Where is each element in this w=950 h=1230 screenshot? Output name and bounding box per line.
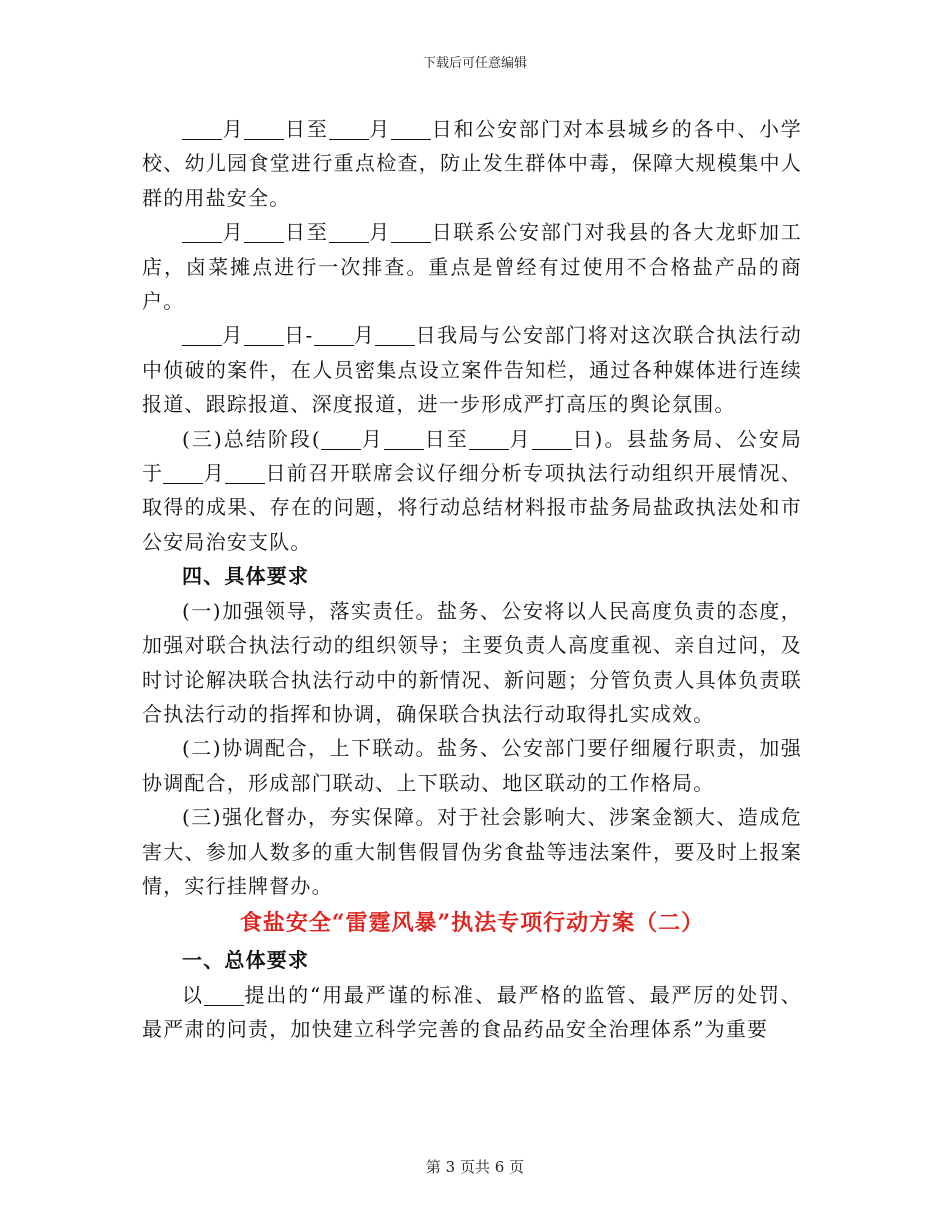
paragraph-p3 [142, 318, 802, 421]
blank-line [244, 222, 284, 243]
blank-line [391, 222, 431, 243]
blank-line [391, 119, 431, 140]
blank-line [532, 429, 572, 450]
requirement-item-3: (三)强化督办，夯实保障。对于社会影响大、涉案金额大、造成危害大、参加人数多的重大制售假冒伪劣食盐等违法案件，要及时上报案情，实行挂牌督办。 [142, 805, 802, 898]
text-run: 以 [182, 982, 204, 1007]
blank-line [384, 429, 424, 450]
blank-line [182, 222, 222, 243]
blank-line [314, 325, 354, 346]
blank-line [375, 325, 415, 346]
paragraph-p2 [142, 215, 802, 318]
text-run: 月 [360, 426, 384, 451]
blank-line [469, 429, 509, 450]
intro-paragraph [142, 978, 802, 1047]
requirement-item-1: (一)加强领导，落实责任。盐务、公安将以人民高度负责的态度，加强对联合执法行动的组织领导；主要负责人高度重视、亲自过问，及时讨论解决联合执法行动中的新情况、新问题；分管负责人具体负责联合执法行动的指挥和协调，确保联合执法行动取得扎实成效。 [142, 598, 802, 726]
blank-line [244, 325, 284, 346]
blank-line [225, 463, 265, 484]
text-run: 日)。县盐务局、公安局于 [142, 426, 803, 486]
text-run: 日至 [284, 220, 329, 245]
blank-line [182, 119, 222, 140]
requirement-item-2: (二)协调配合，上下联动。盐务、公安部门要仔细履行职责，加强协调配合，形成部门联动、上下联动、地区联动的工作格局。 [142, 736, 802, 795]
text-run: 月 [508, 426, 532, 451]
text-run: 日至 [423, 426, 469, 451]
blank-line [182, 325, 222, 346]
text-run: 日前召开联席会议仔细分析专项执法行动组织开展情况、取得的成果、存在的问题，将行动总结材料报市盐务局盐政执法处和市公安局治安支队。 [142, 461, 803, 554]
paragraph-p1 [142, 112, 802, 215]
text-run: 日我局与公安部门将对这次联合执法行动中侦破的案件，在人员密集点设立案件告知栏，通过各种媒体进行连续报道、跟踪报道、深度报道，进一步形成严打高压的舆论氛围。 [142, 323, 803, 417]
blank-line [163, 463, 203, 484]
blank-line [244, 119, 284, 140]
blank-line [329, 222, 369, 243]
text-run: 月 [368, 117, 392, 141]
paragraph-p4 [142, 422, 802, 560]
blank-line [321, 429, 361, 450]
text-run: 月 [222, 220, 245, 245]
text-run: 日联系公安部门对我县的各大龙虾加工店，卤菜摊点进行一次排查。重点是曾经有过使用不合格盐产品的商户。 [142, 220, 802, 314]
page-header: 下载后可任意编辑 [422, 56, 527, 71]
text-run: 月 [203, 461, 226, 486]
text-run: 月 [353, 323, 376, 348]
text-run: 提出的“用最严谨的标准、最严格的监管、最严厉的处罚、最严肃的问责，加快建立科学完善的食品药品安全治理体系”为重要 [142, 982, 802, 1042]
document-title-2: 食盐安全“雷霆风暴”执法专项行动方案（二） [239, 910, 705, 937]
section-heading-requirements: 四、具体要求 [182, 564, 310, 589]
text-run: 日- [283, 323, 314, 348]
text-run: 月 [222, 117, 245, 141]
page-number: 第 3 页共 6 页 [425, 1158, 525, 1176]
text-run: 日至 [284, 117, 329, 141]
section-heading-overall: 一、总体要求 [182, 948, 310, 973]
text-run: 月 [222, 323, 244, 348]
document-body [142, 112, 802, 1047]
blank-line [204, 985, 244, 1006]
blank-line [329, 119, 369, 140]
text-run: 月 [368, 220, 392, 245]
text-run: (三)总结阶段( [182, 426, 321, 451]
text-run: 日和公安部门对本县城乡的各中、小学校、幼儿园食堂进行重点检查，防止发生群体中毒，保障大规模集中人群的用盐安全。 [142, 117, 802, 210]
